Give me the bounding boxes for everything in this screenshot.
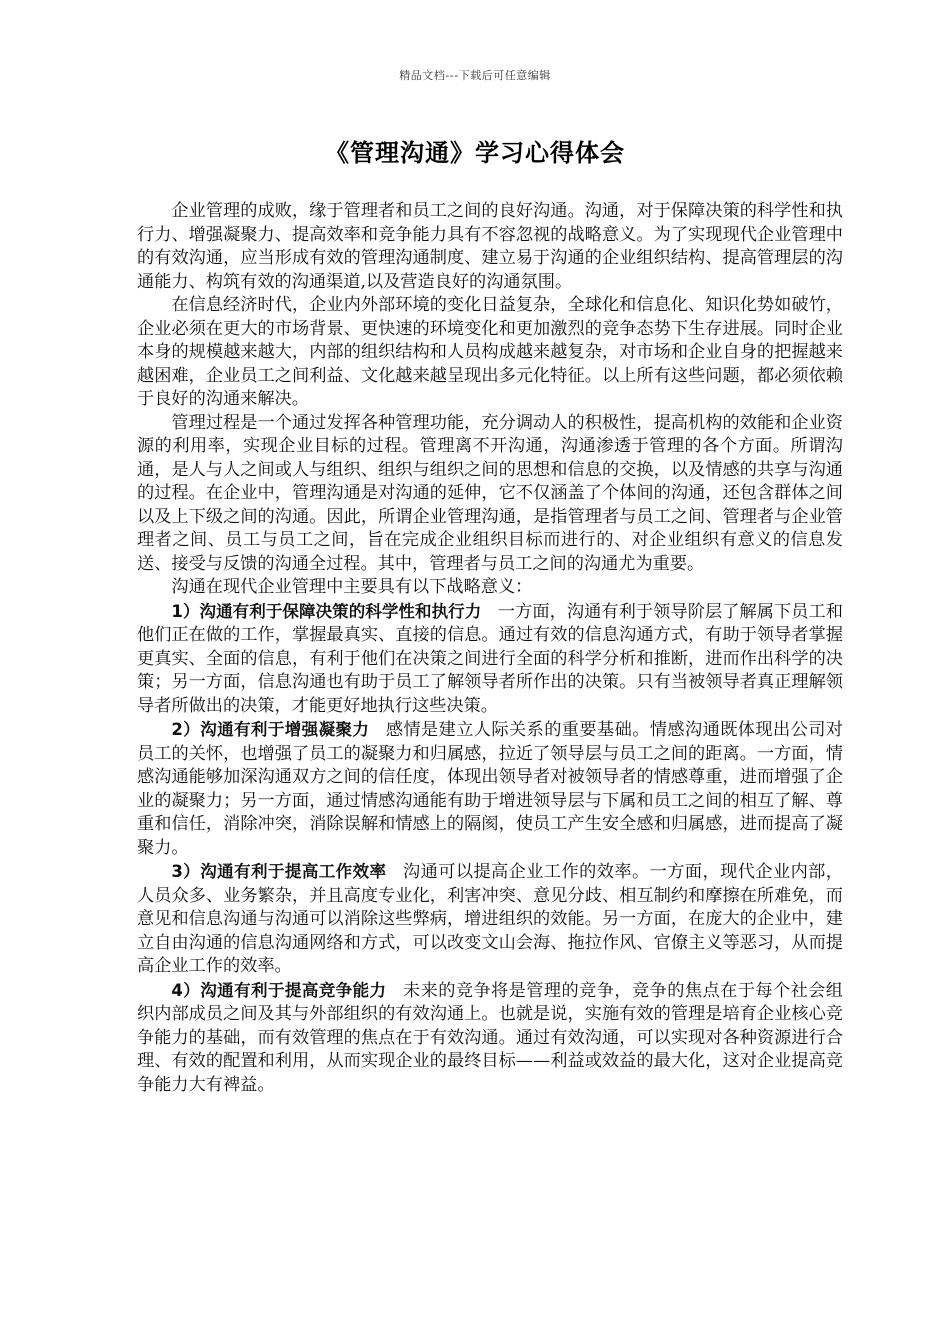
paragraph-heading: 4）沟通有利于提高竞争能力: [171, 980, 387, 1000]
paragraph-text: 管理过程是一个通过发挥各种管理功能，充分调动人的积极性，提高机构的效能和企业资源的利用率，实现企业目标的过程。管理离不开沟通，沟通渗透于管理的各个方面。所谓沟通，是人与人之间或人与组织、组织与组织之间的思想和信息的交换，以及情感的共享与沟通的过程。在企业中，管理沟通是对沟通的延伸，它不仅涵盖了个体间的沟通，还包含群体之间以及上下级之间的沟通。因此，所谓企业管理沟通，是指管理者与员工之间、管理者与企业管理者之间、员工与员工之间，旨在完成企业组织目标而进行的、对企业组织有意义的信息发送、接受与反馈的沟通全过程。其中，管理者与员工之间的沟通尤为重要。: [137, 412, 843, 574]
paragraph: [137, 576, 843, 600]
paragraph: [137, 200, 843, 294]
document-body: [137, 200, 843, 1097]
paragraph-text: 感情是建立人际关系的重要基础。情感沟通既体现出公司对员工的关怀，也增强了员工的凝聚力和归属感，拉近了领导层与员工之间的距离。一方面，情感沟通能够加深沟通双方之间的信任度，体现出领导者对被领导者的情感尊重，进而增强了企业的凝聚力；另一方面，通过情感沟通能有助于增进领导层与下属和员工之间的相互了解、尊重和信任，消除冲突，消除误解和情感上的隔阂，使员工产生安全感和归属感，进而提高了凝聚力。: [137, 720, 843, 858]
paragraph: [137, 412, 843, 577]
header-note: 精品文档---下载后可任意编辑: [399, 69, 551, 82]
paragraph: [137, 979, 843, 1098]
paragraph: [137, 860, 843, 979]
paragraph-text: 沟通在现代企业管理中主要具有以下战略意义：: [171, 577, 533, 597]
paragraph-text: 沟通可以提高企业工作的效率。一方面，现代企业内部，人员众多、业务繁杂，并且高度专业化，利害冲突、意见分歧、相互制约和摩擦在所难免，而意见和信息沟通与沟通可以消除这些弊病，增进组织的效能。另一方面，在庞大的企业中，建立自由沟通的信息沟通网络和方式，可以改变文山会海、拖拉作风、官僚主义等恶习，从而提高企业工作的效率。: [137, 862, 843, 976]
paragraph: [137, 294, 843, 412]
paragraph: [137, 600, 843, 719]
paragraph-heading: 1）沟通有利于保障决策的科学性和执行力: [171, 601, 482, 621]
paragraph-heading: 3）沟通有利于提高工作效率: [171, 862, 387, 881]
paragraph-text: 在信息经济时代，企业内外部环境的变化日益复杂，全球化和信息化、知识化势如破竹，企业必须在更大的市场背景、更快速的环境变化和更加激烈的竞争态势下生存进展。同时企业本身的规模越来越大，内部的组织结构和人员构成越来越复杂，对市场和企业自身的把握越来越困难，企业员工之间利益、文化越来越呈现出多元化特征。以上所有这些问题，都必须依赖于良好的沟通来解决。: [137, 295, 843, 409]
paragraph: [137, 718, 843, 860]
paragraph-text: 一方面，沟通有利于领导阶层了解属下员工和他们正在做的工作，掌握最真实、直接的信息。通过有效的信息沟通方式，有助于领导者掌握更真实、全面的信息，有利于他们在决策之间进行全面的科学分析和推断，进而作出科学的决策；另一方面，信息沟通也有助于员工了解领导者所作出的决策。只有当被领导者真正理解领导者所做出的决策，才能更好地执行这些决策。: [137, 601, 843, 716]
paragraph-text: 未来的竞争将是管理的竞争，竞争的焦点在于每个社会组织内部成员之间及其与外部组织的有效沟通上。也就是说，实施有效的管理是培育企业核心竞争能力的基础，而有效管理的焦点在于有效沟通。通过有效沟通，可以实现对各种资源进行合理、有效的配置和利用，从而实现企业的最终目标——利益或效益的最大化，这对企业提高竞争能力大有裨益。: [137, 980, 843, 1095]
paragraph-text: 企业管理的成败，缘于管理者和员工之间的良好沟通。沟通，对于保障决策的科学性和执行力、增强凝聚力、提高效率和竞争能力具有不容忽视的战略意义。为了实现现代企业管理中的有效沟通，应当形成有效的管理沟通制度、建立易于沟通的企业组织结构、提高管理层的沟通能力、构筑有效的沟通渠道,以及营造良好的沟通氛围。: [137, 201, 843, 292]
document-title: 《管理沟通》学习心得体会: [325, 138, 625, 167]
paragraph-heading: 2）沟通有利于增强凝聚力: [171, 720, 370, 739]
